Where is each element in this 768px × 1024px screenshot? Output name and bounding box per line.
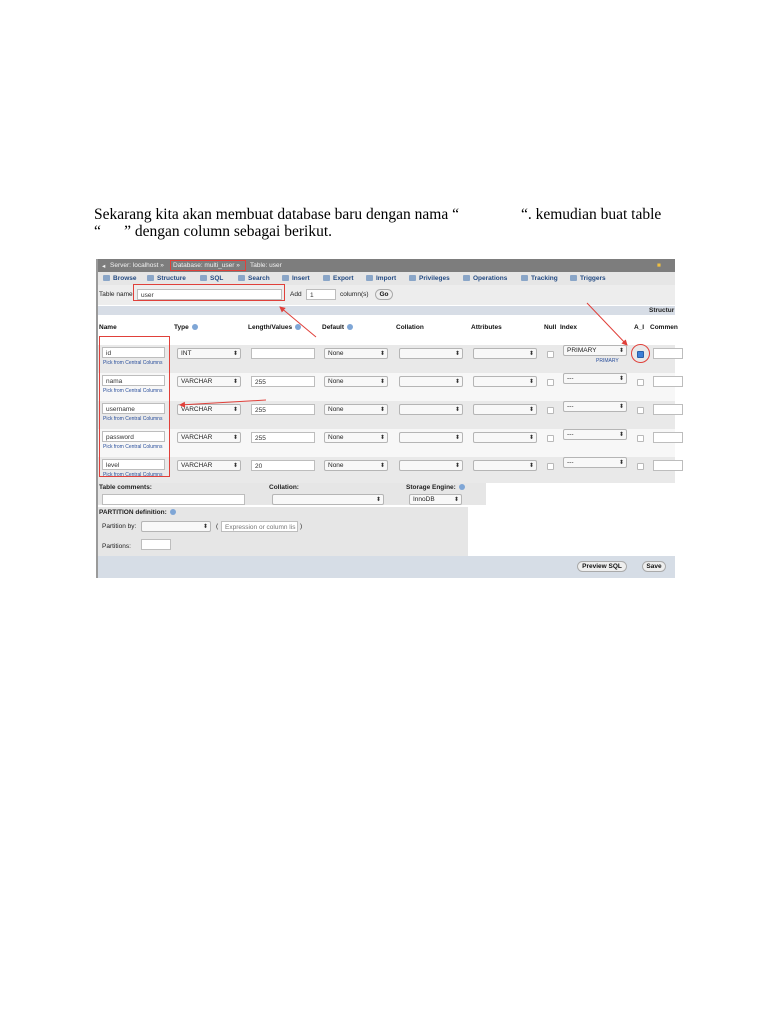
storage-engine-select[interactable]: InnoDB ⬍: [409, 494, 462, 505]
pick-central-columns-link[interactable]: Pick from Central Columns: [103, 360, 163, 366]
header-null: Null: [544, 324, 557, 331]
partition-by-label: Partition by:: [102, 523, 137, 530]
column-name-input[interactable]: nama: [102, 375, 165, 386]
length-values-input[interactable]: 255: [251, 432, 315, 443]
annotation-arrows: [96, 259, 675, 578]
preview-sql-button[interactable]: Preview SQL: [577, 561, 627, 572]
select-caret-icon: ⬍: [202, 524, 208, 530]
default-select[interactable]: None ⬍: [324, 348, 388, 359]
type-select[interactable]: VARCHAR ⬍: [177, 432, 241, 443]
structure-label: Structur: [649, 307, 675, 314]
tab-privileges[interactable]: Privileges: [409, 275, 450, 282]
select-caret-icon: ⬍: [232, 463, 238, 469]
breadcrumb-database[interactable]: Database: multi_user »: [173, 262, 240, 269]
select-caret-icon: ⬍: [528, 379, 534, 385]
tab-operations[interactable]: Operations: [463, 275, 507, 282]
tab-structure[interactable]: Structure: [147, 275, 186, 282]
header-collation: Collation: [396, 324, 424, 331]
storage-engine-label: Storage Engine:: [406, 484, 465, 491]
pick-central-columns-link[interactable]: Pick from Central Columns: [103, 416, 163, 422]
breadcrumb-server[interactable]: Server: localhost »: [110, 262, 164, 269]
paren-open: (: [216, 523, 219, 530]
header-length: Length/Values: [248, 324, 301, 331]
arrow-to-table-name: [280, 307, 316, 337]
select-caret-icon: ⬍: [454, 463, 460, 469]
column-name-input[interactable]: username: [102, 403, 165, 414]
select-caret-icon: ⬍: [379, 463, 385, 469]
default-select[interactable]: None ⬍: [324, 460, 388, 471]
table-name-label: Table name:: [99, 291, 135, 298]
tab-import[interactable]: Import: [366, 275, 396, 282]
type-select[interactable]: VARCHAR ⬍: [177, 404, 241, 415]
header-attributes: Attributes: [471, 324, 502, 331]
paren-close: ): [300, 523, 303, 530]
select-caret-icon: ⬍: [232, 435, 238, 441]
select-caret-icon: ⬍: [453, 497, 459, 503]
select-caret-icon: ⬍: [528, 463, 534, 469]
phpmyadmin-screenshot: [96, 259, 678, 578]
default-select[interactable]: None ⬍: [324, 404, 388, 415]
index-select[interactable]: PRIMARY ⬍: [563, 345, 627, 356]
header-index: Index: [560, 324, 577, 331]
select-caret-icon: ⬍: [232, 379, 238, 385]
header-ai: A_I: [634, 324, 645, 331]
select-caret-icon: ⬍: [618, 348, 624, 354]
select-caret-icon: ⬍: [528, 351, 534, 357]
type-select[interactable]: VARCHAR ⬍: [177, 376, 241, 387]
breadcrumb-table[interactable]: Table: user: [250, 262, 282, 269]
instruction-paragraph: [94, 206, 674, 240]
type-select[interactable]: VARCHAR ⬍: [177, 460, 241, 471]
tab-browse[interactable]: Browse: [103, 275, 136, 282]
select-caret-icon: ⬍: [232, 351, 238, 357]
tab-tracking[interactable]: Tracking: [521, 275, 558, 282]
select-caret-icon: ⬍: [528, 435, 534, 441]
select-caret-icon: ⬍: [454, 407, 460, 413]
partition-expression-input[interactable]: Expression or column lis: [221, 521, 298, 532]
select-caret-icon: ⬍: [454, 435, 460, 441]
add-columns-input[interactable]: 1: [306, 289, 336, 300]
tab-insert[interactable]: Insert: [282, 275, 310, 282]
header-comments: Commen: [650, 324, 678, 331]
paragraph-line-2: “ ” dengan column sebagai berikut.: [94, 223, 333, 240]
select-caret-icon: ⬍: [454, 351, 460, 357]
select-caret-icon: ⬍: [528, 407, 534, 413]
tab-search[interactable]: Search: [238, 275, 270, 282]
arrow-to-ai: [587, 303, 627, 345]
tab-triggers[interactable]: Triggers: [570, 275, 606, 282]
select-caret-icon: ⬍: [618, 376, 624, 382]
lock-icon: ■: [657, 262, 661, 269]
collation-label: Collation:: [269, 484, 299, 491]
length-values-input[interactable]: 255: [251, 404, 315, 415]
select-caret-icon: ⬍: [375, 497, 381, 503]
select-caret-icon: ⬍: [379, 435, 385, 441]
partitions-label: Partitions:: [102, 543, 131, 550]
index-note: PRIMARY: [596, 358, 619, 364]
type-select[interactable]: INT ⬍: [177, 348, 241, 359]
header-name: Name: [99, 324, 117, 331]
save-button[interactable]: Save: [642, 561, 666, 572]
index-select[interactable]: --- ⬍: [563, 429, 627, 440]
select-caret-icon: ⬍: [618, 404, 624, 410]
pick-central-columns-link[interactable]: Pick from Central Columns: [103, 388, 163, 394]
select-caret-icon: ⬍: [454, 379, 460, 385]
pick-central-columns-link[interactable]: Pick from Central Columns: [103, 472, 163, 478]
partition-definition-label: PARTITION definition:: [99, 509, 176, 516]
column-name-input[interactable]: level: [102, 459, 165, 470]
select-caret-icon: ⬍: [379, 351, 385, 357]
default-select[interactable]: None ⬍: [324, 376, 388, 387]
select-caret-icon: ⬍: [618, 432, 624, 438]
select-caret-icon: ⬍: [618, 460, 624, 466]
go-button[interactable]: Go: [375, 289, 393, 300]
tab-sql[interactable]: SQL: [200, 275, 223, 282]
select-caret-icon: ⬍: [379, 379, 385, 385]
pick-central-columns-link[interactable]: Pick from Central Columns: [103, 444, 163, 450]
index-select[interactable]: --- ⬍: [563, 401, 627, 412]
table-name-input[interactable]: user: [137, 289, 282, 300]
column-name-input[interactable]: id: [102, 347, 165, 358]
column-name-input[interactable]: password: [102, 431, 165, 442]
add-label: Add: [290, 291, 302, 298]
length-values-input[interactable]: 20: [251, 460, 315, 471]
header-type: Type: [174, 324, 198, 331]
paragraph-line-1: Sekarang kita akan membuat database baru dengan nama “ “. kemudian buat table: [94, 206, 662, 223]
select-caret-icon: ⬍: [232, 407, 238, 413]
arrow-to-names: [180, 400, 266, 405]
default-select[interactable]: None ⬍: [324, 432, 388, 443]
table-comments-label: Table comments:: [99, 484, 152, 491]
breadcrumb-back-icon[interactable]: ◂: [102, 263, 106, 270]
index-select[interactable]: --- ⬍: [563, 373, 627, 384]
index-select[interactable]: --- ⬍: [563, 457, 627, 468]
header-default: Default: [322, 324, 353, 331]
select-caret-icon: ⬍: [379, 407, 385, 413]
columns-label: column(s): [340, 291, 369, 298]
length-values-input[interactable]: 255: [251, 376, 315, 387]
tab-export[interactable]: Export: [323, 275, 354, 282]
